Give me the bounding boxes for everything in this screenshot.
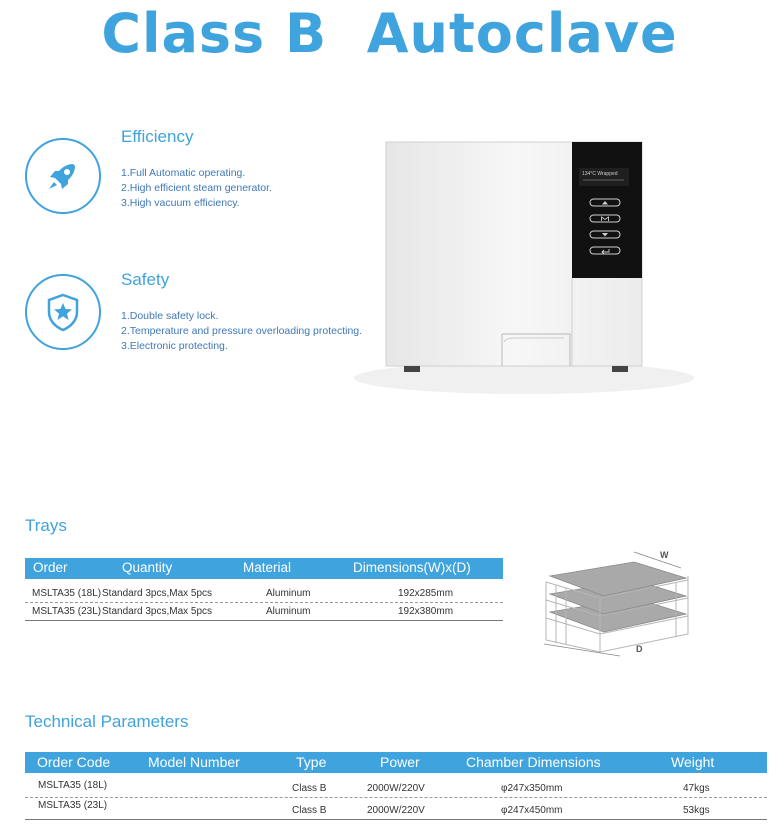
table-row xyxy=(25,603,503,621)
table-cell: Aluminum xyxy=(266,606,311,617)
tech-table-header xyxy=(25,752,767,773)
column-header: Dimensions(W)x(D) xyxy=(353,560,471,575)
column-header: Material xyxy=(243,560,292,575)
table-cell: MSLTA35 (23L) xyxy=(32,606,102,617)
column-header: Order xyxy=(33,560,68,575)
trays-table-header xyxy=(25,558,503,579)
table-row xyxy=(25,585,503,603)
column-header: Order Code xyxy=(37,754,111,770)
table-cell: 53kgs xyxy=(683,805,710,816)
table-cell: 47kgs xyxy=(683,783,710,794)
feature-list-efficiency xyxy=(121,166,272,211)
table-cell: MSLTA35 (18L) xyxy=(38,780,108,791)
depth-label: D xyxy=(636,644,643,654)
column-header: Chamber Dimensions xyxy=(466,754,601,770)
autoclave-image xyxy=(334,138,694,400)
table-cell: Standard 3pcs,Max 5pcs xyxy=(102,606,213,617)
table-cell: 2000W/220V xyxy=(367,783,425,794)
table-cell: Class B xyxy=(292,783,327,794)
list-item: 3.Electronic protecting. xyxy=(121,340,228,352)
table-cell: MSLTA35 (23L) xyxy=(38,800,108,811)
list-item: 3.High vacuum efficiency. xyxy=(121,197,240,209)
table-cell: φ247x350mm xyxy=(501,783,563,794)
list-item: 2.Temperature and pressure overloading protecting. xyxy=(121,325,363,337)
list-item: 1.Full Automatic operating. xyxy=(121,167,246,179)
column-header: Quantity xyxy=(122,560,173,575)
table-cell: MSLTA35 (18L) xyxy=(32,588,102,599)
list-item: 1.Double safety lock. xyxy=(121,310,219,322)
feature-list-safety xyxy=(121,309,362,354)
column-header: Weight xyxy=(671,754,715,770)
table-cell: 192x285mm xyxy=(398,588,454,599)
trays-image xyxy=(536,548,696,660)
table-row xyxy=(25,798,767,820)
table-cell: 2000W/220V xyxy=(367,805,425,816)
column-header: Type xyxy=(296,754,327,770)
column-header: Model Number xyxy=(148,754,240,770)
width-label: W xyxy=(660,550,669,560)
table-cell: φ247x450mm xyxy=(501,805,563,816)
table-cell: 192x380mm xyxy=(398,606,454,617)
feature-heading-safety: Safety xyxy=(121,270,170,289)
column-header: Power xyxy=(380,754,420,770)
display-text: 134°C Wrapped xyxy=(582,171,618,177)
list-item: 2.High efficient steam generator. xyxy=(121,182,272,194)
shield-star-icon xyxy=(25,274,101,350)
page-title: Class B Autoclave xyxy=(101,2,678,65)
table-cell: Standard 3pcs,Max 5pcs xyxy=(102,588,213,599)
table-cell: Aluminum xyxy=(266,588,311,599)
feature-heading-efficiency: Efficiency xyxy=(121,127,194,146)
table-cell: Class B xyxy=(292,805,327,816)
table-row xyxy=(25,778,767,798)
tech-title: Technical Parameters xyxy=(25,712,189,731)
rocket-icon xyxy=(25,138,101,214)
trays-title: Trays xyxy=(25,516,67,535)
